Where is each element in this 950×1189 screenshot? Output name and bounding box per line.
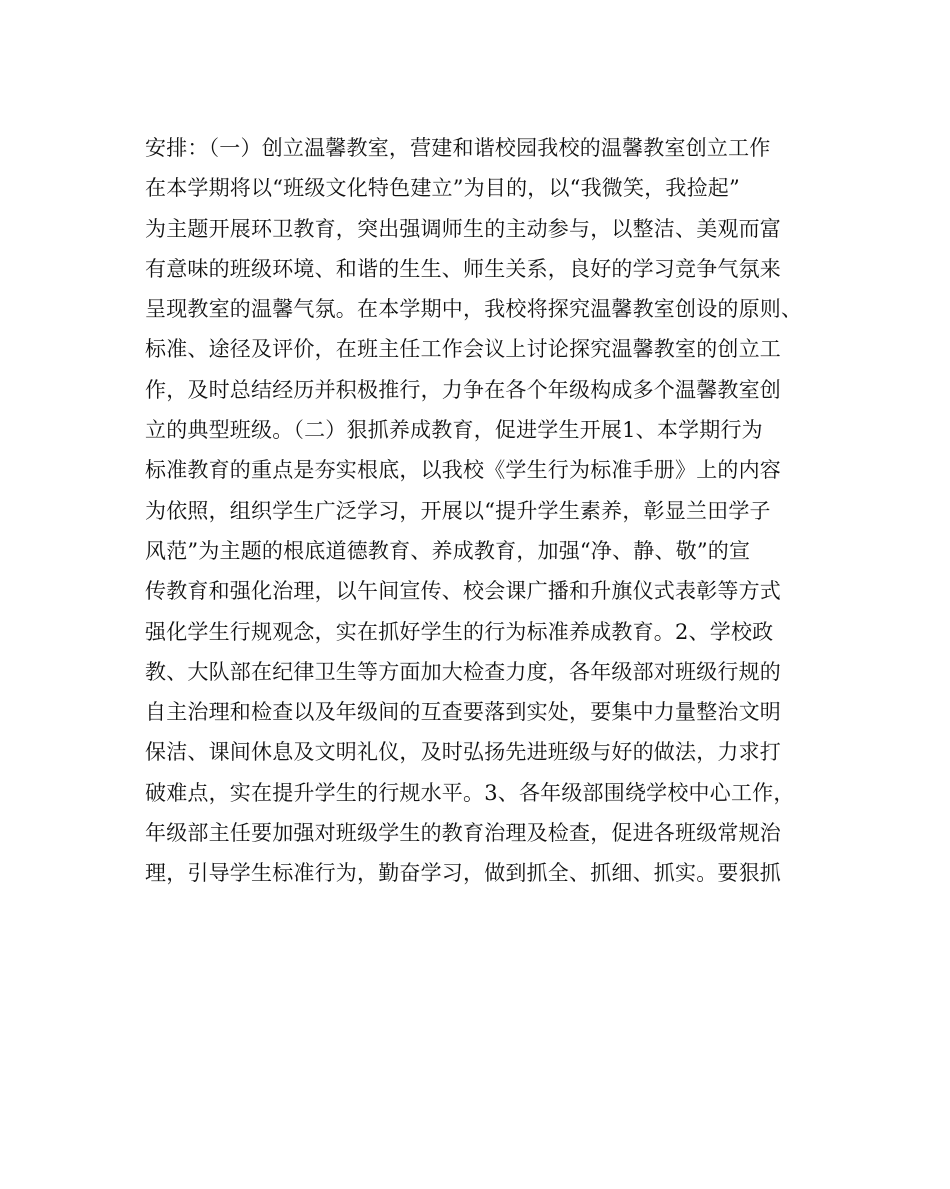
text-line: 标准教育的重点是夯实根底，以我校《学生行为标准手册》上的内容 bbox=[145, 458, 781, 483]
text-line: 教、大队部在纪律卫生等方面加大检查力度，各年级部对班级行规的 bbox=[145, 659, 781, 684]
text-line: 保洁、课间休息及文明礼仪，及时弘扬先进班级与好的做法，力求打 bbox=[145, 740, 781, 765]
text-line: 年级部主任要加强对班级学生的教育治理及检查，促进各班级常规治 bbox=[145, 821, 781, 846]
text-line: 为依照，组织学生广泛学习，开展以“提升学生素养，彰显兰田学子 bbox=[145, 498, 771, 523]
text-line: 风范”为主题的根底道德教育、养成教育，加强“净、静、敬”的宣 bbox=[145, 538, 751, 563]
text-line: 传教育和强化治理，以午间宣传、校会课广播和升旗仪式表彰等方式 bbox=[145, 579, 781, 604]
text-line: 破难点，实在提升学生的行规水平。3、各年级部围绕学校中心工作， bbox=[145, 780, 795, 805]
text-line: 强化学生行规观念，实在抓好学生的行为标准养成教育。2、学校政 bbox=[145, 619, 774, 644]
text-line: 有意味的班级环境、和谐的生生、师生关系，良好的学习竞争气氛来 bbox=[145, 256, 781, 281]
text-line: 安排：（一）创立温馨教室，营建和谐校园我校的温馨教室创立工作 bbox=[145, 136, 771, 160]
text-line: 作，及时总结经历并积极推行，力争在各个年级构成多个温馨教室创 bbox=[145, 377, 781, 402]
text-line: 自主治理和检查以及年级间的互查要落到实处，要集中力量整治文明 bbox=[145, 700, 781, 725]
body-text bbox=[145, 128, 815, 894]
text-line: 立的典型班级。（二）狠抓养成教育，促进学生开展1、本学期行为 bbox=[145, 418, 763, 443]
text-line: 在本学期将以“班级文化特色建立”为目的，以“我微笑，我捡起” bbox=[145, 176, 740, 201]
text-line: 呈现教室的温馨气氛。在本学期中，我校将探究温馨教室创设的原则、 bbox=[145, 297, 803, 322]
text-line: 标准、途径及评价，在班主任工作会议上讨论探究温馨教室的创立工 bbox=[145, 337, 781, 362]
text-line: 为主题开展环卫教育，突出强调师生的主动参与，以整洁、美观而富 bbox=[145, 216, 781, 241]
text-line: 理，引导学生标准行为，勤奋学习，做到抓全、抓细、抓实。要狠抓 bbox=[145, 861, 781, 886]
